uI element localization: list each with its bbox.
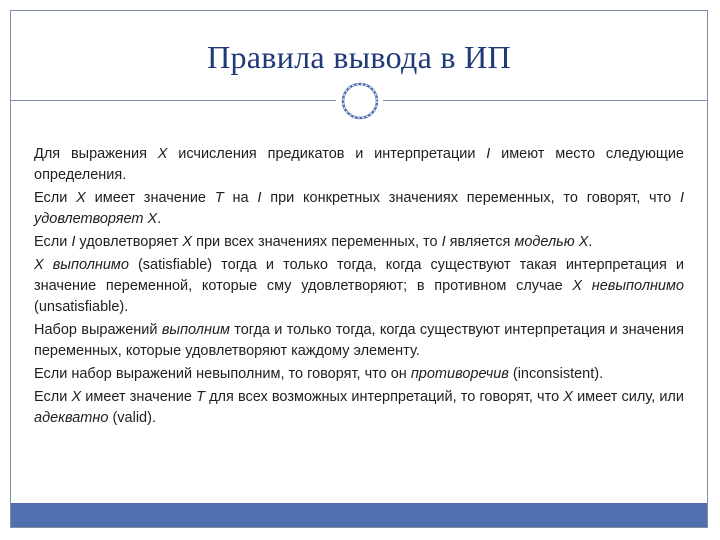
text-run: тогда и только тогда, когда существуют интерпретация и значения переменных, которые удовлетворяют каждому элементу. [34,322,684,359]
page-title: Правила вывода в ИП [207,39,511,75]
text-run: при всех значениях переменных, то [192,234,442,250]
italic-text: противоречив [410,366,509,382]
italic-text: I [257,190,262,206]
text-run: для всех возможных интерпретаций, то говорят, что [204,389,564,405]
text-run: Набор выражений [34,322,162,338]
text-run: имеет значение [81,389,197,405]
text-run: является [445,234,515,250]
text-run: Если [34,190,77,206]
italic-text: I удовлетворяет X [34,190,684,227]
italic-text: моделью X [514,234,589,250]
text-run: имеет силу, или [572,389,684,405]
italic-text: T [214,190,224,206]
italic-text: I [486,146,491,162]
text-run: (valid). [108,410,156,426]
text-run: Если [34,389,72,405]
italic-text: I [441,234,446,250]
text-run: (inconsistent). [508,366,604,382]
text-run: (satisfiable) тогда и только тогда, когда существуют такая интерпретация и значение переменной, которые сму удовлетворяют; в противном случае [34,257,684,294]
paragraph [34,320,684,362]
paragraph [34,144,684,186]
text-run: удовлетворяет [75,234,183,250]
circle-ornament-icon [341,82,379,120]
footer-bar [11,503,707,527]
slide-body [34,144,684,431]
paragraph [34,387,684,429]
title-divider-right [383,100,707,101]
text-run: исчисления предикатов и интерпретации [167,146,487,162]
text-run: имеет значение [85,190,215,206]
italic-text: X [157,146,168,162]
italic-text: T [196,389,205,405]
slide [10,10,708,528]
text-run: при конкретных значениях переменных, то говорят, что [261,190,680,206]
text-run: (unsatisfiable). [34,299,129,315]
paragraph [34,188,684,230]
italic-text: X [71,389,82,405]
text-run: . [157,211,162,227]
paragraph [34,364,684,385]
italic-text: выполним [161,322,230,338]
paragraph [34,232,684,253]
italic-text: адекватно [34,410,109,426]
text-run: Если набор выражений невыполним, то говорят, что он [34,366,411,382]
text-run: Для выражения [34,146,158,162]
italic-text: X выполнимо [34,257,129,273]
text-run: . [588,234,593,250]
italic-text: X невыполнимо [572,278,684,294]
italic-text: I [71,234,76,250]
text-run: имеют место следующие определения. [34,146,684,183]
italic-text: X [182,234,193,250]
text-run: на [223,190,258,206]
title-divider-left [11,100,336,101]
paragraph [34,255,684,318]
italic-text: X [76,190,86,206]
italic-text: X [563,389,573,405]
text-run: Если [34,234,72,250]
